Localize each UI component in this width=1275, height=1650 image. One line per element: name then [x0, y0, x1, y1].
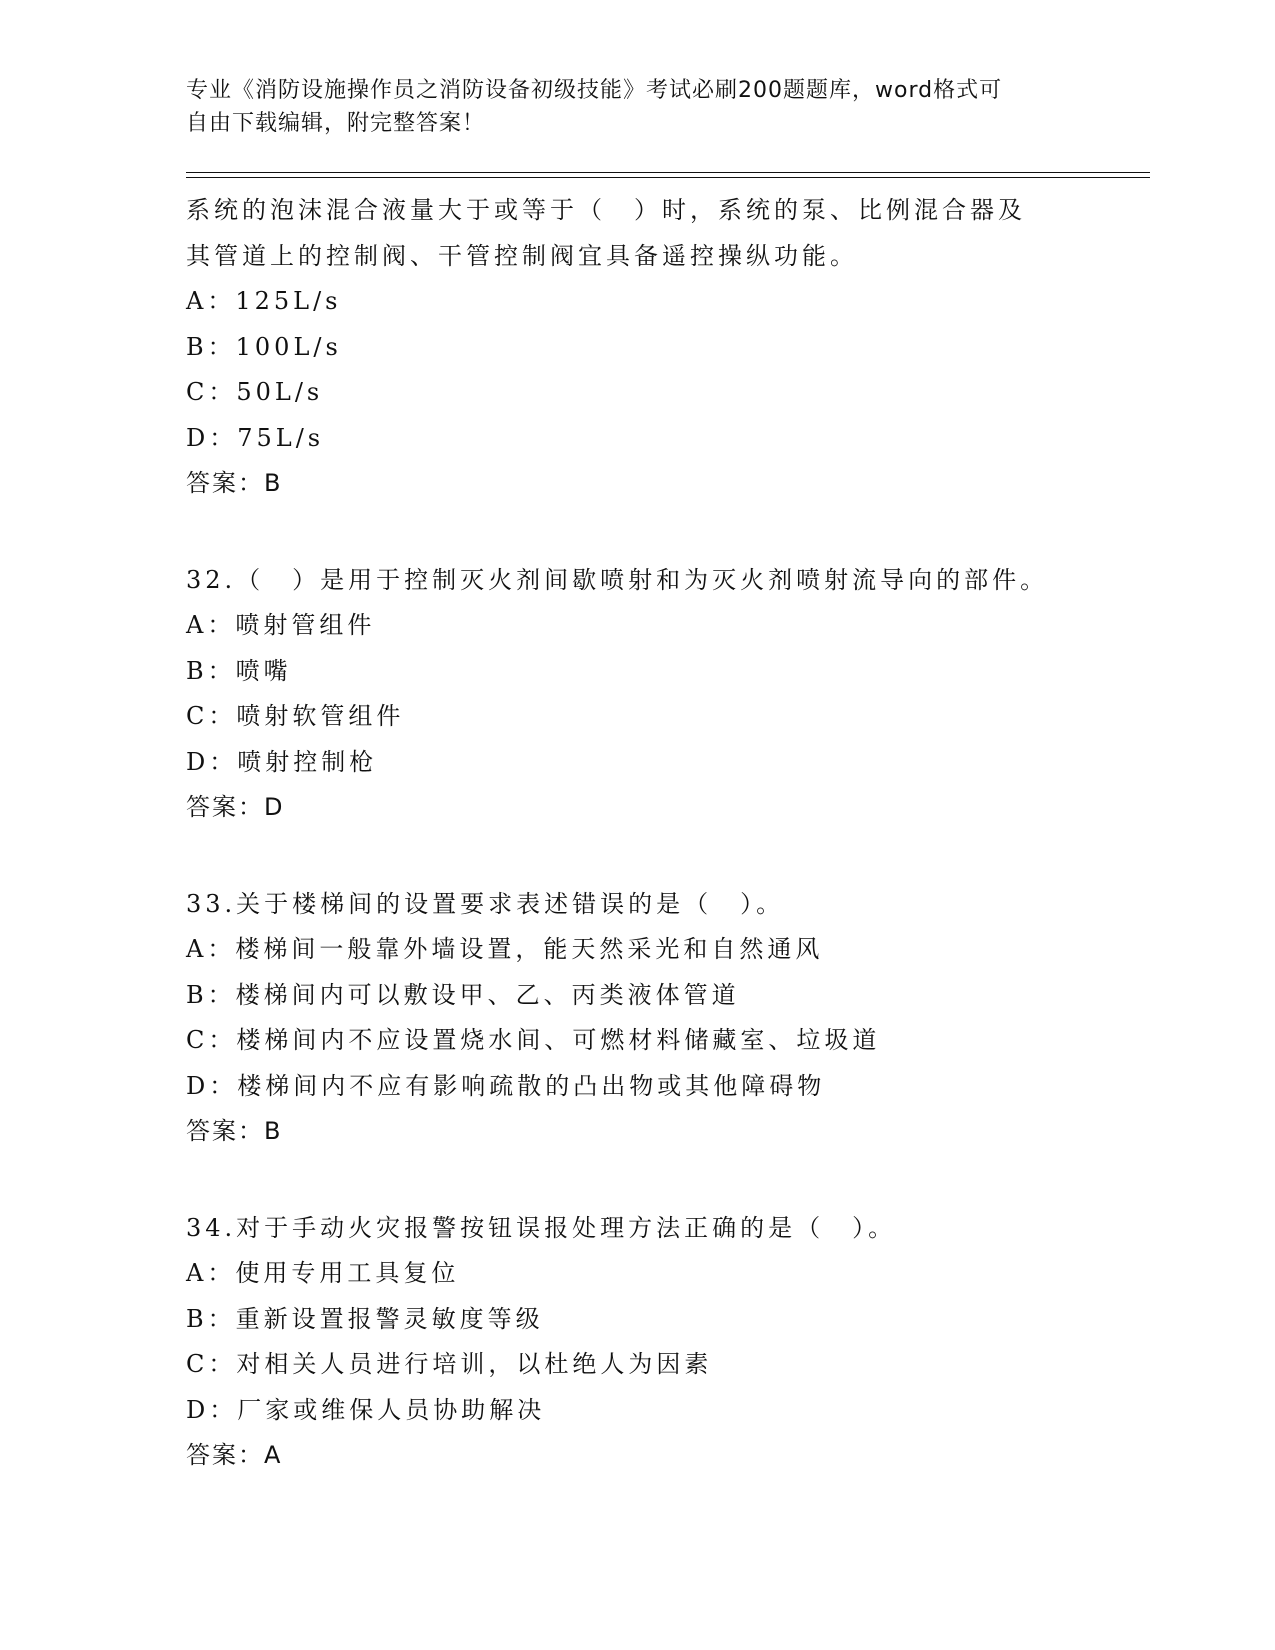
option-a: A：125L/s: [186, 287, 342, 315]
question-stem: 34.对于手动火灾报警按钮误报处理方法正确的是（ ）。: [186, 1214, 897, 1242]
option-d: D：75L/s: [186, 423, 325, 452]
question-spacer: [186, 505, 1136, 557]
question-stem: 33.关于楼梯间的设置要求表述错误的是（ ）。: [186, 890, 785, 918]
question-spacer: [186, 1153, 1136, 1205]
question-stem-line: 其管道上的控制阀、干管控制阀宜具备遥控操纵功能。: [186, 242, 858, 270]
answer-line: 答案：B: [186, 1117, 283, 1145]
option-b: B：喷嘴: [186, 656, 292, 685]
option-c: C：对相关人员进行培训，以杜绝人为因素: [186, 1350, 713, 1378]
header-rule-top: [186, 172, 1150, 173]
question-33: [186, 881, 1136, 1153]
answer-line: 答案：B: [186, 469, 283, 497]
question-34: [186, 1205, 1136, 1477]
option-a: A：喷射管组件: [186, 611, 376, 639]
option-d: D：喷射控制枪: [186, 747, 378, 776]
option-c: C：楼梯间内不应设置烧水间、可燃材料储藏室、垃圾道: [186, 1026, 881, 1054]
header-line-1: 专业《消防设施操作员之消防设备初级技能》考试必刷200题题库，word格式可: [186, 78, 1003, 103]
question-stem: 32.（ ）是用于控制灭火剂间歇喷射和为灭火剂喷射流导向的部件。: [186, 566, 1049, 594]
answer-line: 答案：D: [186, 793, 285, 821]
option-d: D：厂家或维保人员协助解决: [186, 1395, 546, 1424]
option-b: B：楼梯间内可以敷设甲、乙、丙类液体管道: [186, 980, 740, 1009]
option-c: C：50L/s: [186, 378, 324, 406]
option-b: B：100L/s: [186, 332, 342, 361]
option-c: C：喷射软管组件: [186, 702, 405, 730]
question-stem-line: 系统的泡沫混合液量大于或等于（ ）时，系统的泵、比例混合器及: [186, 196, 1026, 224]
question-list: [186, 187, 1136, 1477]
question-32: [186, 557, 1136, 829]
option-b: B：重新设置报警灵敏度等级: [186, 1304, 544, 1333]
document-header: [186, 74, 1066, 140]
answer-line: 答案：A: [186, 1441, 283, 1469]
option-a: A：楼梯间一般靠外墙设置，能天然采光和自然通风: [186, 935, 824, 963]
header-line-2: 自由下载编辑，附完整答案！: [186, 111, 486, 136]
question-31: [186, 187, 1136, 505]
option-a: A：使用专用工具复位: [186, 1259, 460, 1287]
option-d: D：楼梯间内不应有影响疏散的凸出物或其他障碍物: [186, 1071, 826, 1100]
header-rule-bottom: [186, 177, 1150, 178]
question-spacer: [186, 829, 1136, 881]
